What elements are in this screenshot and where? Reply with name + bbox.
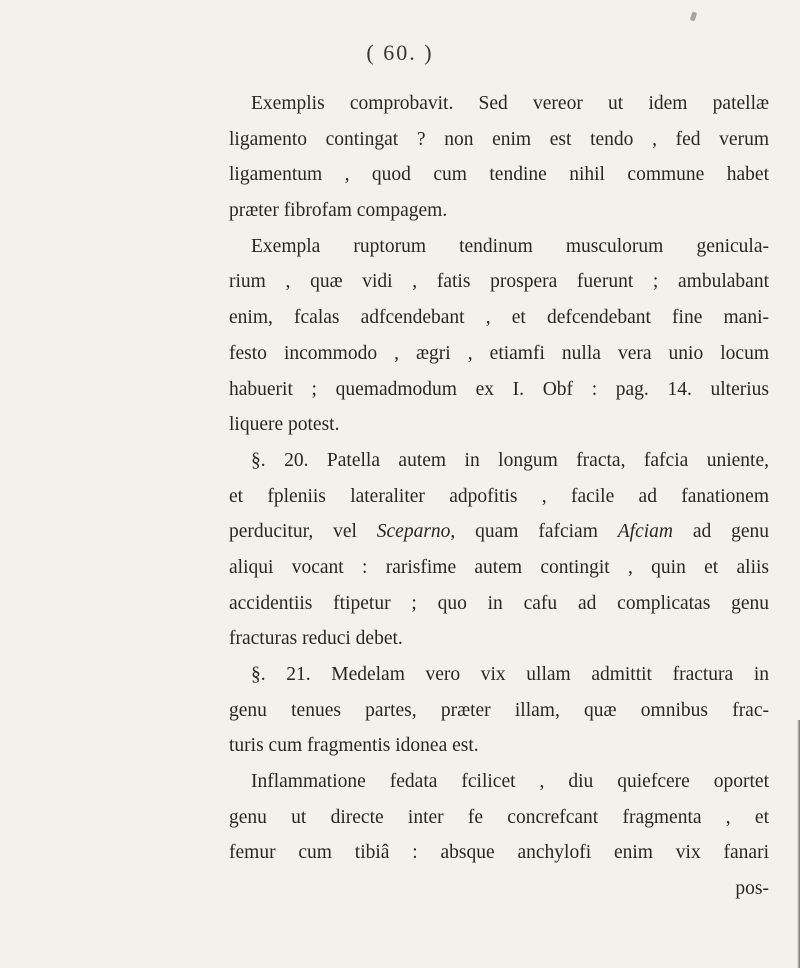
text-line: femur cum tibiâ : absque anchylofi enim vix fanari — [229, 842, 769, 864]
text-line: præter fibrofam compagem. — [229, 200, 448, 222]
text-line: rium , quæ vidi , fatis prospera fuerunt ; ambulabant — [229, 271, 769, 293]
text-line: et fpleniis lateraliter adpofitis , facile ad fanationem — [229, 485, 769, 507]
text-line: accidentiis ftipetur ; quo in cafu ad complicatas genu — [229, 592, 769, 614]
ink-spot — [690, 11, 698, 21]
text-line: §. 21. Medelam vero vix ullam admittit fractura in — [251, 664, 769, 685]
catchword: pos- — [735, 878, 769, 900]
italic-term: Afciam — [617, 521, 673, 543]
text-line: turis cum fragmentis idonea est. — [229, 735, 479, 757]
text-line: genu ut directe inter fe concrefcant fragmenta , et — [229, 806, 769, 828]
text-line: Exemplis comprobavit. Sed vereor ut idem patellæ — [251, 93, 769, 114]
text-line: ligamento contingat ? non enim est tendo , fed verum — [229, 128, 769, 150]
text-line: Inflammatione fedata fcilicet , diu quiefcere oportet — [251, 771, 769, 793]
text-line: genu tenues partes, præter illam, quæ omnibus frac- — [229, 699, 769, 721]
page-number: ( 60. ) — [366, 40, 434, 65]
body-text — [229, 86, 769, 907]
text-segment: , quam fafciam — [450, 521, 618, 543]
text-line: aliqui vocant : rarisfime autem contingit , quin et aliis — [229, 556, 769, 578]
text-line: enim, fcalas adfcendebant , et defcendebant fine mani- — [229, 307, 769, 329]
text-line: §. 20. Patella autem in longum fracta, fafcia uniente, — [251, 449, 769, 471]
italic-term: Sceparno — [376, 521, 451, 543]
text-line: liquere potest. — [229, 414, 340, 436]
text-line: festo incommodo , ægri , etiamfi nulla vera unio locum — [229, 342, 769, 364]
text-line: habuerit ; quemadmodum ex I. Obf : pag. 14. ulterius — [229, 378, 769, 400]
text-line — [229, 514, 769, 550]
text-line: Exempla ruptorum tendinum musculorum genicula- — [251, 235, 769, 257]
text-line: fracturas reduci debet. — [229, 628, 403, 650]
text-segment: perducitur, vel — [229, 521, 377, 543]
text-line: ligamentum , quod cum tendine nihil commune habet — [229, 164, 769, 186]
text-segment: ad genu — [672, 521, 769, 543]
